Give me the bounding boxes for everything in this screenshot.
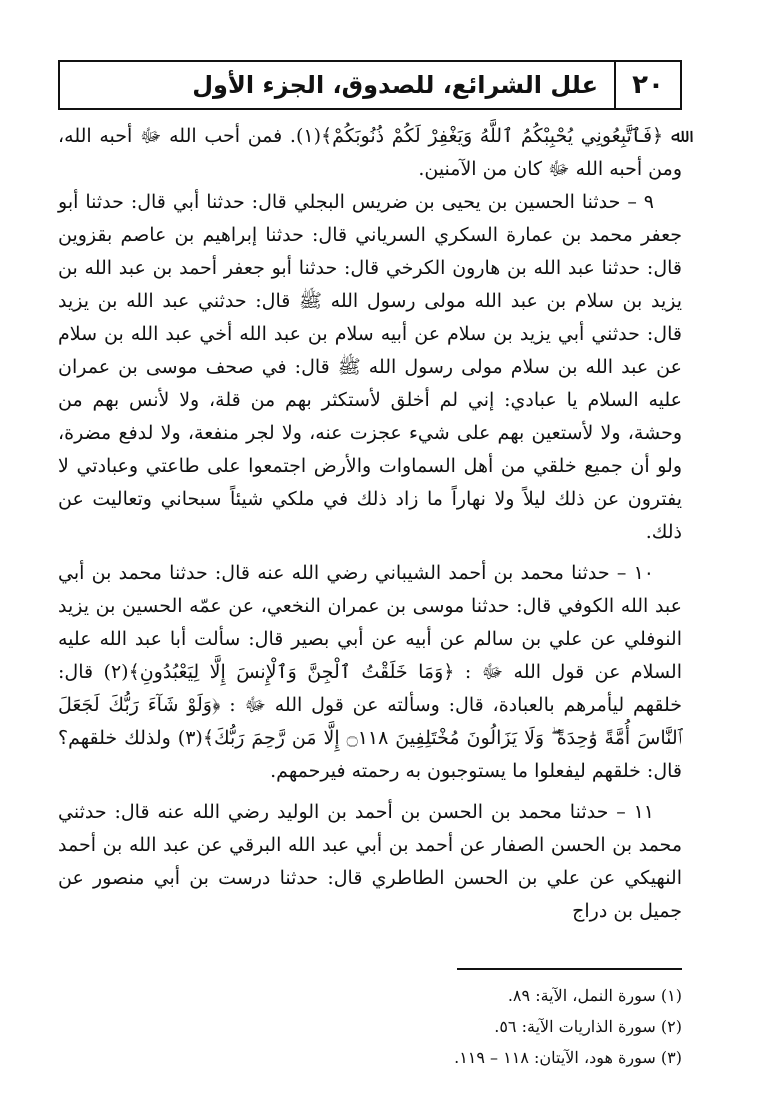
paragraph-continuation: ﷲ ﴿فَٱتَّبِعُونِي يُحْبِبْكُمُ ٱللَّهُ وَيَغْفِرْ لَكُمْ ذُنُوبَكُمْ﴾(١). فمن أحب الله ﷻ أحبه الله، ومن أحبه الله ﷻ كان من الآمنين. xyxy=(58,125,683,180)
paragraph-hadith-10: ١٠ – حدثنا محمد بن أحمد الشيباني رضي الله عنه قال: حدثنا محمد بن أبي عبد الله الكوفي قال: حدثنا موسى بن عمران النخعي، عن عمّه الحسين بن يزيد النوفلي عن علي بن سالم عن أبيه عن أبي بصير قال: سألت أبا عبد الله عليه السلام عن قول الله ﷻ : ﴿وَمَا خَلَقْتُ ٱلْجِنَّ وَٱلْإِنسَ إِلَّا لِيَعْبُدُونِ﴾(٢) قال: خلقهم ليأمرهم بالعبادة، قال: وسألته عن قول الله ﷻ : ﴿وَلَوْ شَآءَ رَبُّكَ لَجَعَلَ ٱلنَّاسَ أُمَّةً وَٰحِدَةً ۖ وَلَا يَزَالُونَ مُخْتَلِفِينَ ۝١١٨ إِلَّا مَن رَّحِمَ رَبُّكَ﴾(٣) ولذلك خلقهم؟ قال: خلقهم ليفعلوا ما يستوجبون به رحمته فيرحمهم. xyxy=(58,562,682,782)
footnotes xyxy=(58,968,682,1073)
footnote-2: (٢) سورة الذاريات الآية: ٥٦. xyxy=(494,1017,682,1036)
footnote-divider xyxy=(457,968,682,970)
paragraph-hadith-9: ٩ – حدثنا الحسين بن يحيى بن ضريس البجلي قال: حدثنا أبي قال: حدثنا أبو جعفر محمد بن عمارة السكري السرياني قال: حدثنا إبراهيم بن عاصم بقزوين قال: حدثنا عبد الله بن هارون الكرخي قال: حدثنا أبو جعفر أحمد بن عبد الله بن يزيد بن سلام بن عبد الله مولى رسول الله ﷺ قال: حدثني عبد الله بن يزيد قال: حدثني أبي يزيد بن سلام عن أبيه سلام بن عبد الله أخي عبد الله بن سلام عن عبد الله بن سلام مولى رسول الله ﷺ قال: في صحف موسى بن عمران عليه السلام يا عبادي: إني لم أخلق لأستكثر بهم من قلة، ولا لأنس بهم من وحشة، ولا لأستعين بهم على شيء عجزت عنه، ولا لجر منفعة، ولا لدفع مضرة، ولو أن جميع خلقي من أهل السماوات والأرض اجتمعوا على طاعتي وعبادتي لا يفترون عن ذلك ليلاً ولا نهاراً ما زاد ذلك في ملكي شيئاً سبحاني وتعاليت عن ذلك. xyxy=(58,191,682,543)
footnote-3: (٣) سورة هود، الآيتان: ١١٨ – ١١٩. xyxy=(454,1048,682,1067)
paragraph-hadith-11: ١١ – حدثنا محمد بن الحسن بن أحمد بن الوليد رضي الله عنه قال: حدثني محمد بن الحسن الصفار عن أحمد بن أبي عبد الله البرقي عن عبد الله بن أحمد النهيكي عن علي بن الحسن الطاطري قال: حدثنا درست بن أبي منصور عن جميل بن دراج xyxy=(58,801,682,922)
page-number: ٢٠ xyxy=(614,62,680,108)
running-title: علل الشرائع، للصدوق، الجزء الأول xyxy=(192,71,598,99)
main-text xyxy=(58,120,682,928)
page-header xyxy=(58,60,682,110)
footnote-1: (١) سورة النمل، الآية: ٨٩. xyxy=(507,986,682,1005)
